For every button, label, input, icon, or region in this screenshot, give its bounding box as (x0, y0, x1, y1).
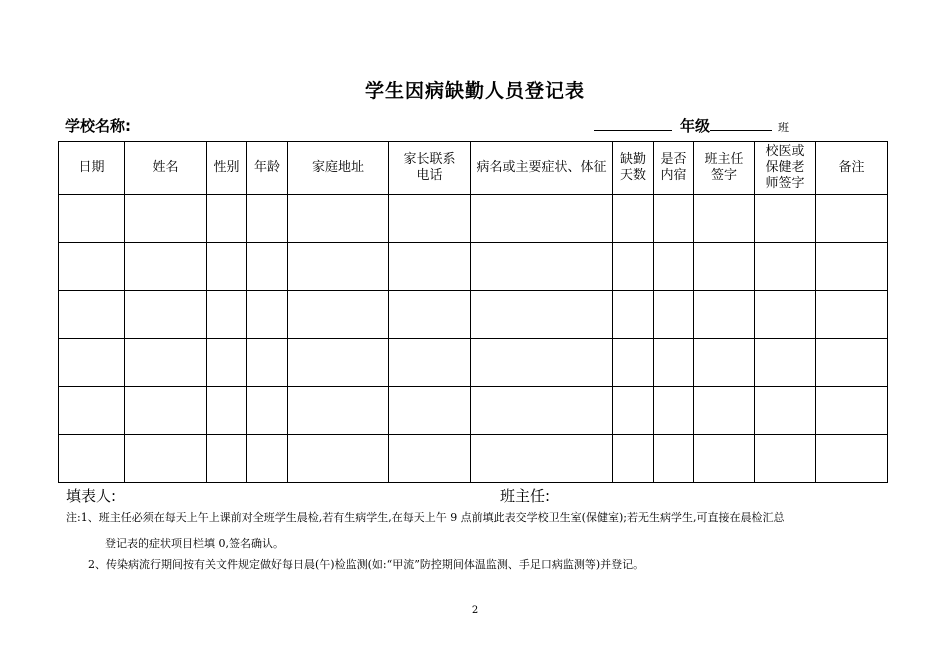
cell-remarks[interactable] (816, 195, 888, 243)
registration-table (58, 141, 888, 483)
column-header-symptoms: 病名或主要症状、体征 (471, 142, 613, 195)
cell-date[interactable] (59, 195, 125, 243)
cell-age[interactable] (247, 195, 288, 243)
cell-address[interactable] (288, 195, 389, 243)
cell-gender[interactable] (207, 291, 247, 339)
cell-absent_days[interactable] (613, 195, 654, 243)
class-label: 班 (778, 121, 790, 134)
cell-symptoms[interactable] (471, 243, 613, 291)
cell-symptoms[interactable] (471, 435, 613, 483)
cell-age[interactable] (247, 435, 288, 483)
table-body (59, 195, 888, 483)
cell-date[interactable] (59, 435, 125, 483)
cell-remarks[interactable] (816, 291, 888, 339)
class-blank[interactable] (710, 116, 772, 131)
cell-teacher_sign[interactable] (694, 195, 755, 243)
cell-absent_days[interactable] (613, 291, 654, 339)
note-1-continued: 登记表的症状项目栏填 0,签名确认。 (105, 537, 284, 550)
table-row (59, 387, 888, 435)
cell-teacher_sign[interactable] (694, 435, 755, 483)
cell-symptoms[interactable] (471, 339, 613, 387)
cell-address[interactable] (288, 339, 389, 387)
cell-remarks[interactable] (816, 339, 888, 387)
table-row (59, 195, 888, 243)
cell-gender[interactable] (207, 243, 247, 291)
cell-parent_phone[interactable] (389, 339, 471, 387)
cell-gender[interactable] (207, 195, 247, 243)
cell-address[interactable] (288, 387, 389, 435)
cell-remarks[interactable] (816, 435, 888, 483)
cell-date[interactable] (59, 291, 125, 339)
cell-name[interactable] (125, 339, 207, 387)
table-row (59, 435, 888, 483)
cell-doctor_sign[interactable] (755, 195, 816, 243)
column-header-age: 年龄 (247, 142, 288, 195)
cell-remarks[interactable] (816, 387, 888, 435)
cell-name[interactable] (125, 291, 207, 339)
cell-gender[interactable] (207, 339, 247, 387)
cell-boarding[interactable] (654, 243, 694, 291)
cell-doctor_sign[interactable] (755, 243, 816, 291)
cell-age[interactable] (247, 291, 288, 339)
column-header-date: 日期 (59, 142, 125, 195)
cell-boarding[interactable] (654, 339, 694, 387)
cell-teacher_sign[interactable] (694, 291, 755, 339)
cell-absent_days[interactable] (613, 243, 654, 291)
cell-boarding[interactable] (654, 435, 694, 483)
page-number: 2 (471, 605, 479, 616)
column-header-teacher_sign: 班主任 签字 (694, 142, 755, 195)
column-header-remarks: 备注 (816, 142, 888, 195)
table-header-row (59, 142, 888, 195)
cell-symptoms[interactable] (471, 291, 613, 339)
cell-parent_phone[interactable] (389, 387, 471, 435)
cell-doctor_sign[interactable] (755, 387, 816, 435)
cell-doctor_sign[interactable] (755, 291, 816, 339)
table-row (59, 243, 888, 291)
cell-boarding[interactable] (654, 291, 694, 339)
cell-age[interactable] (247, 387, 288, 435)
cell-date[interactable] (59, 387, 125, 435)
cell-parent_phone[interactable] (389, 195, 471, 243)
cell-date[interactable] (59, 243, 125, 291)
cell-symptoms[interactable] (471, 387, 613, 435)
column-header-address: 家庭地址 (288, 142, 389, 195)
cell-date[interactable] (59, 339, 125, 387)
cell-address[interactable] (288, 243, 389, 291)
column-header-boarding: 是否 内宿 (654, 142, 694, 195)
cell-address[interactable] (288, 435, 389, 483)
cell-boarding[interactable] (654, 387, 694, 435)
column-header-gender: 性别 (207, 142, 247, 195)
cell-boarding[interactable] (654, 195, 694, 243)
column-header-name: 姓名 (125, 142, 207, 195)
cell-name[interactable] (125, 435, 207, 483)
grade-label: 年级 (680, 117, 711, 135)
cell-gender[interactable] (207, 435, 247, 483)
table-row (59, 291, 888, 339)
school-name-label: 学校名称: (65, 117, 131, 135)
cell-doctor_sign[interactable] (755, 339, 816, 387)
cell-absent_days[interactable] (613, 387, 654, 435)
cell-name[interactable] (125, 195, 207, 243)
cell-age[interactable] (247, 243, 288, 291)
cell-symptoms[interactable] (471, 195, 613, 243)
cell-parent_phone[interactable] (389, 243, 471, 291)
form-title: 学生因病缺勤人员登记表 (364, 80, 585, 102)
cell-absent_days[interactable] (613, 435, 654, 483)
cell-parent_phone[interactable] (389, 435, 471, 483)
note-1: 注:1、班主任必须在每天上午上课前对全班学生晨检,若有生病学生,在每天上午 9 点前填此表交学校卫生室(保健室);若无生病学生,可直接在晨检汇总 (66, 511, 785, 524)
cell-name[interactable] (125, 243, 207, 291)
column-header-parent_phone: 家长联系 电话 (389, 142, 471, 195)
filler-label: 填表人: (66, 487, 117, 505)
head-teacher-label: 班主任: (500, 487, 551, 505)
cell-gender[interactable] (207, 387, 247, 435)
note-2: 2、传染病流行期间按有关文件规定做好每日晨(午)检监测(如:“甲流”防控期间体温监测、手足口病监测等)并登记。 (88, 558, 645, 571)
cell-name[interactable] (125, 387, 207, 435)
column-header-absent_days: 缺勤 天数 (613, 142, 654, 195)
cell-teacher_sign[interactable] (694, 387, 755, 435)
cell-absent_days[interactable] (613, 339, 654, 387)
grade-blank[interactable] (594, 116, 672, 131)
cell-remarks[interactable] (816, 243, 888, 291)
grade-class-field (594, 115, 789, 136)
cell-teacher_sign[interactable] (694, 339, 755, 387)
cell-parent_phone[interactable] (389, 291, 471, 339)
cell-address[interactable] (288, 291, 389, 339)
cell-doctor_sign[interactable] (755, 435, 816, 483)
column-header-doctor_sign: 校医或 保健老 师签字 (755, 142, 816, 195)
cell-age[interactable] (247, 339, 288, 387)
table-row (59, 339, 888, 387)
cell-teacher_sign[interactable] (694, 243, 755, 291)
